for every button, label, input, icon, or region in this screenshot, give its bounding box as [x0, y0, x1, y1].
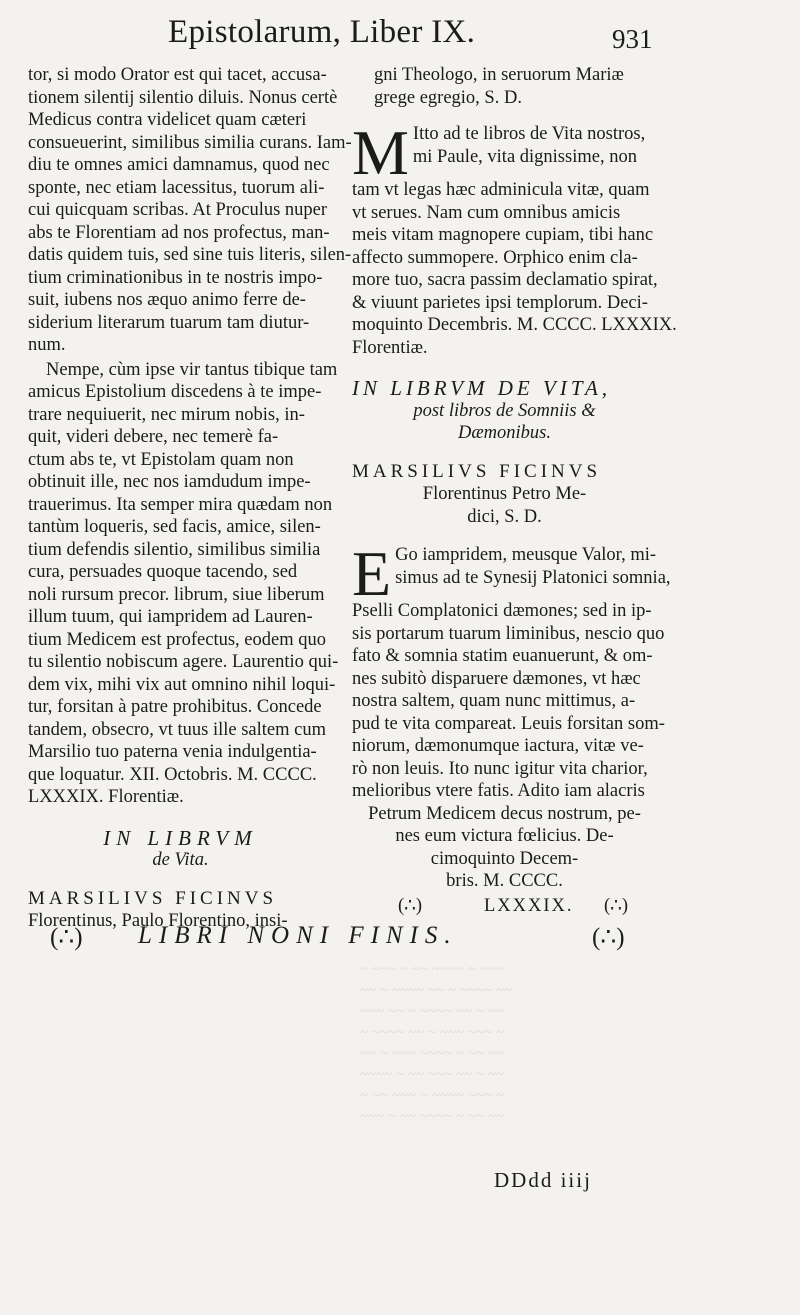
text-line: more tuo, sacra passim declamatio spirat, [352, 270, 658, 290]
letter-to-petro [352, 538, 671, 893]
address-line: Florentinus Petro Me- [422, 484, 587, 504]
text-line: tionem silentij silentio diluis. Nonus certè [28, 87, 338, 108]
ornament-mark: (∴) [604, 895, 629, 916]
text-line: illum tuum, qui iampridem ad Lauren- [28, 607, 313, 627]
text-line: amicus Epistolium discedens à te impe- [28, 382, 322, 402]
text-line: suit, iubens nos æquo animo ferre de- [28, 290, 306, 310]
text-line: sponte, nec etiam lacessitus, tuorum ali- [28, 177, 325, 198]
text-line: gni Theologo, in seruorum Mariæ [374, 65, 624, 85]
ornament-mark: (∴) [398, 895, 423, 916]
text-line: Itto ad te libros de Vita nostros, [412, 124, 646, 144]
sender-name: MARSILIVS FICINVS [352, 460, 602, 482]
text-line: tium Medicem est profectus, eodem quo [28, 629, 326, 650]
text-line: tur, forsitan à patre prohibitus. Concede [28, 697, 322, 717]
text-line: nes eum victura fœlicius. De- [395, 826, 614, 846]
text-line: noli rursum precor. librum, siue liberum [28, 584, 325, 605]
left-column [28, 64, 352, 933]
text-line: Nempe, cùm ipse vir tantus tibique tam [46, 359, 338, 380]
text-line: abs te Florentiam ad nos profectus, man- [28, 222, 330, 243]
letter-to-paulo [352, 117, 677, 359]
book-end-text: LIBRI NONI FINIS. [138, 922, 458, 949]
section-heading: IN LIBRVM [103, 825, 258, 850]
text-line: ctum abs te, vt Epistolam quam non [28, 449, 294, 470]
text-line: tu silentio nobiscum agere. Laurentio qui- [28, 652, 339, 672]
text-line: & viuunt parietes ipsi templorum. Deci- [352, 292, 648, 313]
text-line: tium defendis silentio, similibus similia [28, 539, 321, 560]
text-line: cimoquinto Decem- [430, 848, 579, 869]
text-line: meis vitam magnopere cupiam, tibi hanc [352, 225, 654, 245]
text-line: tam vt legas hæc adminicula vitæ, quam [352, 180, 650, 200]
text-line: Petrum Medicem decus nostrum, pe- [368, 803, 641, 824]
text-line: diu te omnes amici damnamus, quod nec [28, 155, 330, 175]
sender-name: MARSILIVS FICINVS [28, 887, 278, 909]
text-line: pud te vita compareat. Leuis forsitan som- [352, 713, 665, 734]
ornament-mark: (∴) [592, 924, 625, 951]
text-line: cura, persuades quoque tacendo, sed [28, 562, 298, 582]
text-line: LXXXIX. Florentiæ. [28, 787, 184, 807]
section-heading: IN LIBRVM DE VITA, [352, 376, 612, 400]
section-subheading: de Vita. [152, 850, 209, 870]
page-header [0, 14, 800, 62]
address-line: dici, S. D. [467, 506, 542, 527]
text-line: affecto summopere. Orphico enim cla- [352, 247, 638, 268]
text-line: Florentiæ. [352, 337, 428, 358]
section-subheading: Dæmonibus. [457, 423, 552, 443]
text-line: obtinuit ille, nec nos iamdudum impe- [28, 472, 311, 492]
drop-capital: E [352, 538, 392, 609]
text-line: Medicus contra videlicet quam cæteri [28, 110, 307, 130]
text-line: dem vix, mihi vix aut omnino nihil loqui- [28, 674, 336, 695]
text-line: Pselli Complatonici dæmones; sed in ip- [352, 601, 652, 621]
text-line: que loquatur. XII. Octobris. M. CCCC. [28, 764, 317, 785]
address-continuation [352, 64, 657, 109]
text-line: mi Paule, vita dignissime, non [412, 146, 637, 167]
text-line: num. [28, 335, 66, 355]
address-line: Florentinus, Paulo Florentino, insi- [28, 911, 288, 931]
text-line: tor, si modo Orator est qui tacet, accusa- [28, 65, 327, 85]
text-line: tandem, obsecro, vt tuus ille saltem cum [28, 719, 326, 740]
text-line: fato & somnia statim euanuerunt, & om- [352, 646, 653, 666]
text-line: grege egregio, S. D. [374, 87, 522, 108]
letter-ending [28, 64, 352, 357]
running-title: Epistolarum, Liber IX. [168, 14, 476, 50]
signature-mark: DDdd iiij [494, 1168, 592, 1192]
text-line: Marsilio tuo paterna venia indulgentia- [28, 742, 317, 762]
text-line: consueuerint, similibus similia curans. Iam- [28, 132, 352, 153]
text-line: rò non leuis. Ito nunc igitur vita charior, [352, 758, 648, 779]
drop-capital: M [352, 117, 409, 188]
text-line: melioribus vtere fatis. Adito iam alacris [352, 781, 645, 801]
show-through-texture: ~ ~~~ ~ ~~ ~~~~ ~ ~~~ ~~ ~ ~~~~ ~~ ~ ~~~~ ~~ ~~~ ~~ ~ ~~~~ ~~ ~ ~~ ~ ~~~~ ~~ ~ ~~~ ~~~ ~ ~~ ~ ~~~ ~~~~ ~ ~~ ~~ ~~~~ ~ ~~ ~~~ ~~ ~ ~~ ~ ~~ ~~~ ~ ~~~~ ~~~ ~ ~~~ ~ ~~ ~~~~ ~ ~~ ~~ [360, 962, 513, 1125]
text-line: cui quicquam scribas. At Proculus nuper [28, 200, 328, 220]
text-line: sis portarum tuarum liminibus, nescio quo [352, 623, 665, 644]
section-subheading: post libros de Somniis & [413, 400, 596, 421]
text-line: trauerimus. Ita semper mira quædam non [28, 494, 333, 515]
text-line: siderium literarum tuarum tam diutur- [28, 312, 310, 333]
right-column [352, 64, 677, 919]
page-number: 931 [612, 24, 653, 54]
text-line: tium criminationibus in te nostris impo- [28, 267, 323, 288]
text-line: Go iampridem, meusque Valor, mi- [395, 545, 657, 565]
text-line: tantùm loqueris, sed facis, amice, silen- [28, 517, 321, 537]
text-line: niorum, dæmonumque iactura, vitæ ve- [352, 736, 644, 756]
text-line: quit, videri debere, nec temerè fa- [28, 427, 279, 447]
text-line: trare nequiuerit, nec mirum nobis, in- [28, 404, 305, 425]
paragraph [28, 359, 339, 809]
closing-line [352, 895, 657, 919]
closing-year: LXXXIX. [484, 895, 574, 916]
text-line: vt serues. Nam cum omnibus amicis [352, 202, 621, 223]
text-line: simus ad te Synesij Platonici somnia, [395, 567, 671, 588]
text-line: datis quidem tuis, sed sine tuis literis, silen- [28, 245, 352, 265]
text-line: nostra saltem, quam nunc mittimus, a- [352, 691, 636, 711]
text-line: bris. M. CCCC. [446, 871, 563, 891]
text-line: moquinto Decembris. M. CCCC. LXXXIX. [352, 315, 677, 335]
text-line: nes subitò disparuere dæmones, vt hæc [352, 668, 641, 689]
ornament-mark: (∴) [50, 924, 83, 951]
